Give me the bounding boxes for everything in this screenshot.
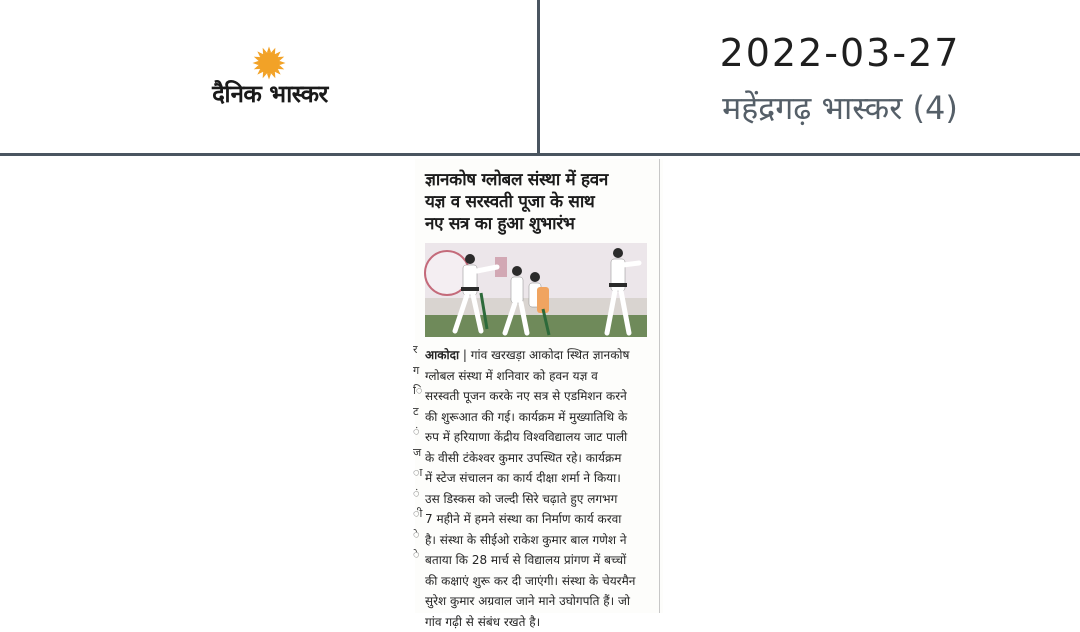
sun-ray	[253, 61, 259, 65]
body-line: में स्टेज संचालन का कार्य दीक्षा शर्मा ने किया।	[425, 468, 649, 489]
fragment-char: र	[413, 340, 421, 361]
body-line	[425, 345, 649, 366]
adjacent-column-fragment	[413, 340, 421, 610]
fragment-char: ट	[413, 402, 421, 423]
body-line: सरस्वती पूजन करके नए सत्र से एडमिशन करने	[425, 386, 649, 407]
headline-line: ज्ञानकोष ग्लोबल संस्था में हवन	[425, 169, 655, 191]
body-line: की कक्षाएं शुरू कर दी जाएंगी। संस्था के चेयरमैन	[425, 571, 649, 592]
edition-label: महेंद्रगढ़ भास्कर (4)	[640, 86, 1040, 130]
publication-date: 2022-03-27	[640, 30, 1040, 76]
fragment-char: ज	[413, 443, 421, 464]
body-line: के वीसी टंकेश्वर कुमार उपस्थित रहे। कार्यक्रम	[425, 448, 649, 469]
header-divider-vertical	[537, 0, 540, 154]
body-line: गांव गढ़ी से संबंध रखते है।	[425, 612, 649, 632]
body-line: बताया कि 28 मार्च से विद्यालय प्रांगण में बच्चों	[425, 550, 649, 571]
article-body	[425, 345, 649, 632]
body-line: उस डिस्कस को जल्दी सिरे चढ़ाते हुए लगभग	[425, 489, 649, 510]
body-line: 7 महीने में हमने संस्था का निर्माण कार्य करवा	[425, 509, 649, 530]
headline-line: नए सत्र का हुआ शुभारंभ	[425, 213, 655, 235]
body-line: की शुरूआत की गई। कार्यक्रम में मुख्यातिथि के	[425, 407, 649, 428]
article-headline	[425, 169, 655, 235]
fragment-char: ं	[413, 422, 421, 443]
dateline: आकोदा	[425, 348, 459, 362]
fragment-char: े	[413, 545, 421, 566]
header-divider-horizontal	[0, 153, 1080, 156]
column-rule	[659, 159, 660, 613]
fragment-char: ा	[413, 463, 421, 484]
headline-line: यज्ञ व सरस्वती पूजा के साथ	[425, 191, 655, 213]
fragment-char: ग	[413, 361, 421, 382]
newspaper-logo	[178, 46, 362, 112]
body-line: है। संस्था के सीईओ राकेश कुमार बाल गणेश ने	[425, 530, 649, 551]
body-text: | गांव खरखड़ा आकोदा स्थित ज्ञानकोष	[463, 348, 630, 362]
body-line: रुप में हरियाणा केंद्रीय विश्वविद्यालय जाट पाली	[425, 427, 649, 448]
logo-wordmark: दैनिक भास्कर	[178, 79, 362, 109]
body-line: सुरेश कुमार अग्रवाल जाने माने उघोगपति हैं। जो	[425, 591, 649, 612]
sun-ray	[280, 61, 286, 65]
fragment-char: ं	[413, 484, 421, 505]
fragment-char: े	[413, 525, 421, 546]
sun-ray	[267, 47, 271, 53]
fragment-char: ि	[413, 381, 421, 402]
body-line: ग्लोबल संस्था में शनिवार को हवन यज्ञ व	[425, 366, 649, 387]
fragment-char: ी	[413, 504, 421, 525]
sun-icon	[252, 46, 286, 80]
article-photo	[425, 243, 647, 337]
page-header	[0, 0, 1080, 154]
